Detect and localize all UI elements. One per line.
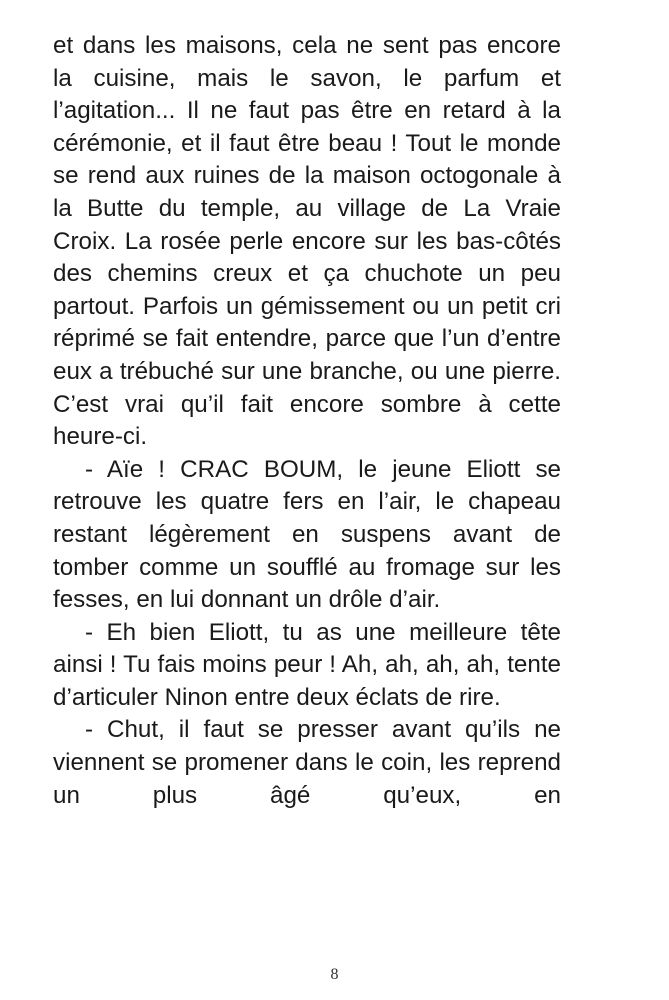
dialogue-paragraph: - Chut, il faut se presser avant qu’ils ne viennent se promener dans le coin, les reprend un plus âgé qu’eux, en — [53, 716, 561, 809]
page-number: 8 — [330, 966, 339, 983]
page-body — [53, 30, 561, 812]
dialogue-paragraph: - Eh bien Eliott, tu as une meilleure tête ainsi ! Tu fais moins peur ! Ah, ah, ah, ah, tente d’articuler Ninon entre deux éclats de rire. — [53, 618, 561, 711]
paragraph: et dans les maisons, cela ne sent pas encore la cuisine, mais le savon, le parfum et l’agitation... Il ne faut pas être en retard à la cérémonie, et il faut être beau ! Tout le monde se rend aux ruines de la maison octogonale à la Butte du temple, au village de La Vraie Croix. La rosée perle encore sur les bas-côtés des chemins creux et ça chuchote un peu partout. Parfois un gémissement ou un petit cri réprimé se fait entendre, parce que l’un d’entre eux a trébuché sur une branche, ou une pierre. C’est vrai qu’il fait encore sombre à cette heure-ci. — [53, 32, 561, 451]
dialogue-paragraph: - Aïe ! CRAC BOUM, le jeune Eliott se retrouve les quatre fers en l’air, le chapeau restant légèrement en suspens avant de tomber comme un soufflé au fromage sur les fesses, en lui donnant un drôle d’air. — [53, 455, 561, 614]
